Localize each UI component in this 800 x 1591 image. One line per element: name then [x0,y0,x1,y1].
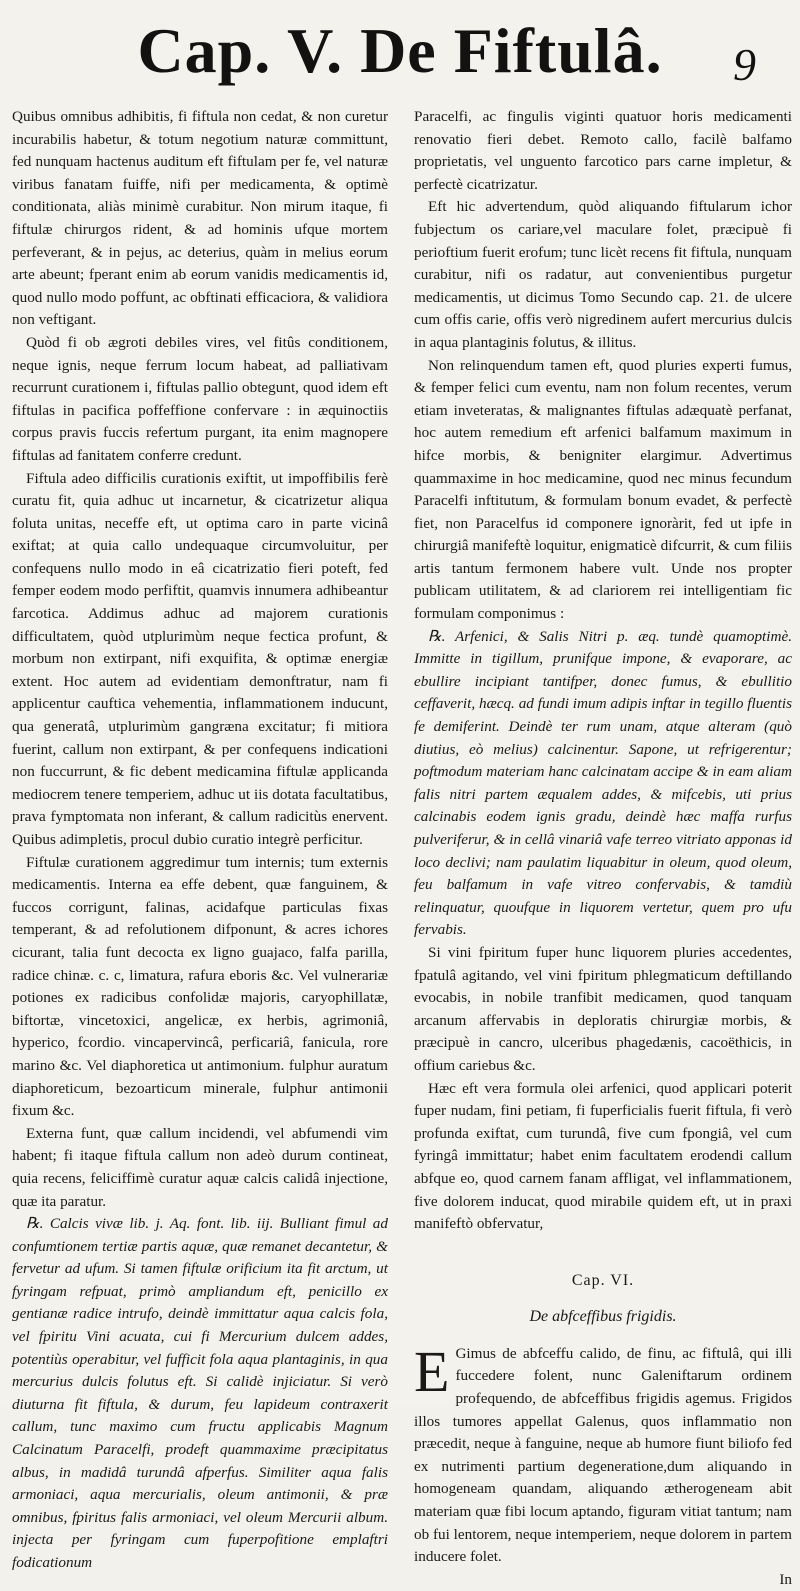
chapter-heading: Cap. VI. [571,1271,635,1289]
drop-capital: E [414,1338,450,1404]
chapter-text: Gimus de abfceffu calido, de finu, ac fiftulâ, qui illi fuccedere folent, nunc Galeniftarum ordinem profequendo, de abfceffibus frigidis agemus. Frigidos illos tumores appellat Galenus, quos inflammatio non præcedit, neque à fanguine, neque ab humore fiunt biliofo fed ex nutrimenti partium degeneratione,dum aliquando in homogeneam quandam, aliquando ætherogeneam abit materiam quæ fibi locum aptando, figuram vitiat tantum; nam ob fui lentorem, neque intemperiem, neque dolorem in partem inducere folet. [414,1344,792,1566]
paragraph: Eft hic advertendum, quòd aliquando fiftularum ichor fubjectum os cariare,vel maculare folet, præcipuè fi perioftium fuerit erofum; tunc licèt recens fit fiftula, nunquam curabitur, nifi os radatur, aut convenientibus purgetur medicamentis, ut dicimus Tomo Secundo cap. 21. de ulcere cum offis carie, offis verò nigredinem aufert mercurius dulcis in aqua plantaginis folutus, & illitus. [414,198,792,351]
paragraph: Quòd fi ob ægroti debiles vires, vel fitûs conditionem, neque ignis, neque ferrum locum habeat, ad palliativam recurrunt curationem i, fiftulas pallio obtegunt, quod idem eft fiftulas in pacifica poffeffione confervare : in æquinoctiis corpus pravis fuccis refertum purgant, ita enim magnopere fiftulas ad fanitatem conferre credunt. [12,333,388,464]
left-column [12,106,388,1575]
paragraph: Fiftulæ curationem aggredimur tum internis; tum externis medicamentis. Interna ea effe debent, quæ fanguinem, & fuccos corrigunt, falinas, acidafque particulas fixas temperant, & ad refolutionem difponunt, & acres ichores cicurant, talia funt decocta ex ligno guajaco, falfa parilla, radice chinæ. c. c, limatura, rafura eboris &c. Vel vulnerariæ potiones ex radicibus confolidæ majoris, caryophillatæ, biftortæ, vincetoxici, angelicæ, ex herbis, agrimoniâ, hyperico, fcordio. vincapervincâ, perficariâ, fanicula, rore marino &c. Vel diaphoretica ut antimonium. fulphur auratum diaphoreticum, bezoarticum minerale, fulphur antimonii fixum &c. [12,853,388,1120]
paragraph: Quibus omnibus adhibitis, fi fiftula non cedat, & non curetur incurabilis habetur, & totum negotium naturæ committunt, fed nunquam hactenus auditum eft fiftulam per fe, vel naturæ viribus fanatam fuiffe, nifi per medicamenta, & optimè conditionata, aliàs minimè curabitur. Non mirum itaque, fi fiftulæ chirurgos rident, & ad hominis ufque mortem perfeverant, & in pejus, ac deterius, quàm in melius eorum arte abeunt; fperant enim ab eorum vanidis medicamentis id, quod nullo modo poffunt, ac obftinati efficaciora, & validiora non veftigant. [12,108,388,329]
paragraph: Externa funt, quæ callum incidendi, vel abfumendi vim habent; fi itaque fiftula callum non adeò durum contineat, quia recens, feliciffimè curatur aquæ calcis calidâ injectione, quæ ita paratur. [12,1124,388,1210]
page-number: 9 [733,39,756,90]
paragraph: Hæc eft vera formula olei arfenici, quod applicari poterit fuper nudam, fini petiam, fi fuperficialis fuerit fiftula, fi verò profunda exiftat, cum turundâ, five cum fpongiâ, vel cum fyringâ immittatur; habet enim facultatem erodendi callum abfque eo, quod carnem fanam affligat, vel inflammationem, five dolorem inducat, quod mirabile quidem eft, ut in praxi manifeftò obfervatur, [414,1079,792,1233]
page-header [0,0,800,110]
paragraph: Non relinquendum tamen eft, quod pluries experti fumus, & femper felici cum eventu, nam non folum recentes, verum etiam inveteratas, & malignantes fiftulas adæquatè perfanat, hoc autem remedium eft arfenici balfamum maximum in hifce morbis, & benigniter elargimur. Advertimus quammaxime in hoc medicamine, quod nec minus fecundum Paracelfi inftitutum, & formulam bonum evadet, & perfectè fiet, non Paracelfus id componere ignoràrit, fed ut ipfe in chirurgiâ manifeftè loquitur, enigmaticè difcurrit, & cum filiis artis tantum fermonem habere vult. Unde nos propter publicam utilitatem, & ad clariorem rei intelligentiam fic formulam componimus : [414,356,792,623]
recipe-paragraph: ℞. Arfenici, & Salis Nitri p. æq. tundè quamoptimè. Immitte in tigillum, prunifque impone, & evaporare, ac ebullire incipiant tantifper, donec fumus, & ebullitio ceffaverit, hæcq. ad fundi imum adipis inftar in tegillo fluentis fe demiferint. Deindè ter rum unam, atque alteram (quò diutius, eò melius) calcinentur. Sapone, ut refrigerentur; poftmodum materiam hanc calcinatam accipe & in eam aliam falis nitri partem æqualem addes, & mifcebis, uti prius calcinabis eodem ignis gradu, deindè hæc maffa rurfus pulveriferur, & in cellâ vinariâ vafe terreo vitriato apponas id loco declivi; nam paulatim liquabitur in oleum, quod oleum, feu balfamum in vafe vitreo confervabis, & tamdiù relinquatur, quoufque in liquorem vertetur, quem pro ufu fervabis. [414,627,792,939]
paragraph: Si vini fpiritum fuper hunc liquorem pluries accedentes, fpatulâ agitando, vel vini fpiritum phlegmaticum deftillando evocabis, in nobile tranfibit medicamen, quod tanquam arcanum affervabis in deploratis chirurgiæ morbis, & præcipuè in cancro, ulceribus phagedænis, cacoëthicis, in offium cariebus &c. [414,943,792,1074]
chapter-subtitle: De abfceffibus frigidis. [529,1308,677,1326]
right-column [414,106,792,1591]
running-title: Cap. V. De Fiftulâ. [137,15,663,86]
catchword: In [779,1570,792,1588]
paragraph: Paracelfi, ac fingulis viginti quatuor horis medicamenti renovatio fieri debet. Remoto callo, facilè balfamo proprietatis, vel unguento farcotico pars carne impletur, & perfectè cicatrizatur. [414,108,792,193]
chapter-first-paragraph [414,1338,792,1569]
recipe-paragraph: ℞. Calcis vivæ lib. j. Aq. font. lib. iij. Bulliant fimul ad confumtionem tertiæ partis aquæ, quæ remanet decantetur, & fervetur ad ufum. Si tamen fiftulæ orificium ita fit arctum, ut fyringam refpuat, primò ampliandum eft, penicillo ex gentianæ radice intrufo, deindè immittatur aqua calcis fola, vel fpiritu Vini acuata, cui fi Mercurium dulcem addes, potentiùs operabitur, vel fufficit fola aqua plantaginis, in qua mercurius dulcis folutus eft. Si calidè injiciatur. Si verò diuturna fit fiftula, & durum, feu lapideum contraxerit callum, tunc maximo cum fructu applicabis Magnum Calcinatum Paracelfi, prodeft quammaxime præcipitatus albus, in madidâ turundâ afperfus. Similiter aqua falis armoniaci, aqua mercurialis, oleum antimonii, & præ omnibus, fpiritus falis armoniaci, vel oleum Mercurii album. injecta per fyringam cum fuperpofitione emplaftri fodicationum [12,1215,388,1571]
paragraph: Fiftula adeo difficilis curationis exiftit, ut impoffibilis ferè curatu fit, quia adhuc ut incarnetur, & cicatrizetur aliqua foluta unitas, neceffe eft, ut optima caro in parte vicinâ exiftat; at quia callo undequaque circumvoluitur, per confequens nullo modo in eâ cicatrizatio fieri poteft, fed femper eodem modo perfiftit, quamvis innumera adhibeantur farcotica. Addimus adhuc ad majorem curationis difficultatem, quòd utplurimùm neque fectica profunt, & morbum non extirpant, nifi exquifita, & optimæ energiæ extent. Hoc autem ad evidentiam demonftratur, nam fi applicentur cauftica vehementia, inflammationem inducunt, qua generatâ, utplurimùm gangræna excitatur; fi mitiora fuerint, callum non extirpant, & per confequens indicationi non fuccurrunt, & fic debent medicamina fiftulæ applicanda mediocrem tenere temperiem, adhuc ut iis dotata facultatibus, prava fymptomata non inferant, & callum radicitùs enervent. Quibus adimpletis, procul dubio curatio integrè perficitur. [12,469,388,848]
